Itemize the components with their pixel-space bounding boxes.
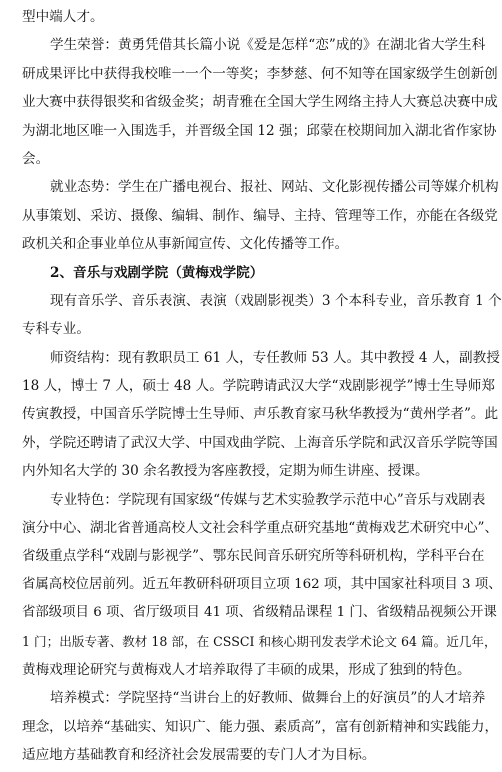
paragraph-line: 内外知名大学的 30 余名教授为客座教授，定期为师生讲座、授课。 [22, 463, 429, 480]
paragraph-line: 18 人，博士 7 人，硕士 48 人。学院聘请武汉大学“戏剧影视学”博士生导师郑 [22, 378, 495, 394]
paragraph-line: 型中端人才。 [22, 9, 104, 25]
paragraph-line: 传寅教授，中国音乐学院博士生导师、声乐教育家马秋华教授为“黄州学者”。此 [22, 406, 499, 423]
paragraph-line: 为湖北地区唯一入围选手，并晋级全国 12 强；邱蒙在校期间加入湖北省作家协 [22, 122, 497, 139]
paragraph-line: 省部级项目 6 项、省厅级项目 41 项、省级精品课程 1 门、省级精品视频公开课 [22, 605, 497, 621]
paragraph-line: 培养模式：学院坚持“当讲台上的好教师、做舞台上的好演员”的人才培养 [50, 690, 486, 707]
paragraph-line: 从事策划、采访、摄像、编辑、制作、编导、主持、管理等工作，亦能在各级党 [22, 207, 498, 224]
paragraph-line: 学生荣誉：黄勇凭借其长篇小说《爱是怎样“恋”成的》在湖北省大学生科 [50, 37, 486, 54]
paragraph-line: 理念，以培养“基础实、知识广、能力强、素质高”，富有创新精神和实践能力， [22, 718, 499, 735]
section-heading: 2、音乐与戏剧学院（黄梅戏学院） [50, 264, 264, 281]
paragraph-line: 适应地方基础教育和经济社会发展需要的专门人才为目标。 [22, 747, 376, 763]
paragraph-line: 1 门；出版专著、教材 18 部，在 CSSCI 和核心期刊发表学术论文 64 篇。近几年， [22, 633, 497, 649]
paragraph-line: 现有音乐学、音乐表演、表演（戏剧影视类）3 个本科专业，音乐教育 1 个 [50, 292, 502, 309]
paragraph-line: 外，学院还聘请了武汉大学、中国戏曲学院、上海音乐学院和武汉音乐学院等国 [22, 434, 498, 451]
paragraph-line: 黄梅戏理论研究与黄梅戏人才培养取得了丰硕的成果，形成了独到的特色。 [22, 661, 471, 678]
paragraph-line: 政机关和企事业单位从事新闻宣传、文化传播等工作。 [22, 236, 349, 253]
paragraph-line: 就业态势：学生在广播电视台、报社、网站、文化影视传播公司等媒介机构 [50, 179, 499, 196]
paragraph-line: 省属高校位居前列。近五年教研科研项目立项 162 项，其中国家社科项目 3 项、 [22, 576, 502, 592]
paragraph-line: 专业特色：学院现有国家级“传媒与艺术实验教学示范中心”音乐与戏剧表 [50, 491, 486, 508]
paragraph-line: 演分中心、湖北省普通高校人文社会科学重点研究基地“黄梅戏艺术研究中心”、 [22, 519, 499, 536]
paragraph-line: 专科专业。 [22, 321, 90, 338]
paragraph-line: 业大赛中获得银奖和省级金奖；胡青雅在全国大学生网络主持人大赛总决赛中成 [22, 94, 498, 111]
paragraph-line: 研成果评比中获得我校唯一一个一等奖；李梦慈、何不知等在国家级学生创新创 [22, 65, 498, 82]
paragraph-line: 省级重点学科“戏剧与影视学”、鄂东民间音乐研究所等科研机构，学科平台在 [22, 548, 485, 565]
paragraph-line: 会。 [22, 150, 50, 167]
paragraph-line: 师资结构：现有教职员工 61 人，专任教师 53 人。其中教授 4 人，副教授 [50, 349, 500, 366]
